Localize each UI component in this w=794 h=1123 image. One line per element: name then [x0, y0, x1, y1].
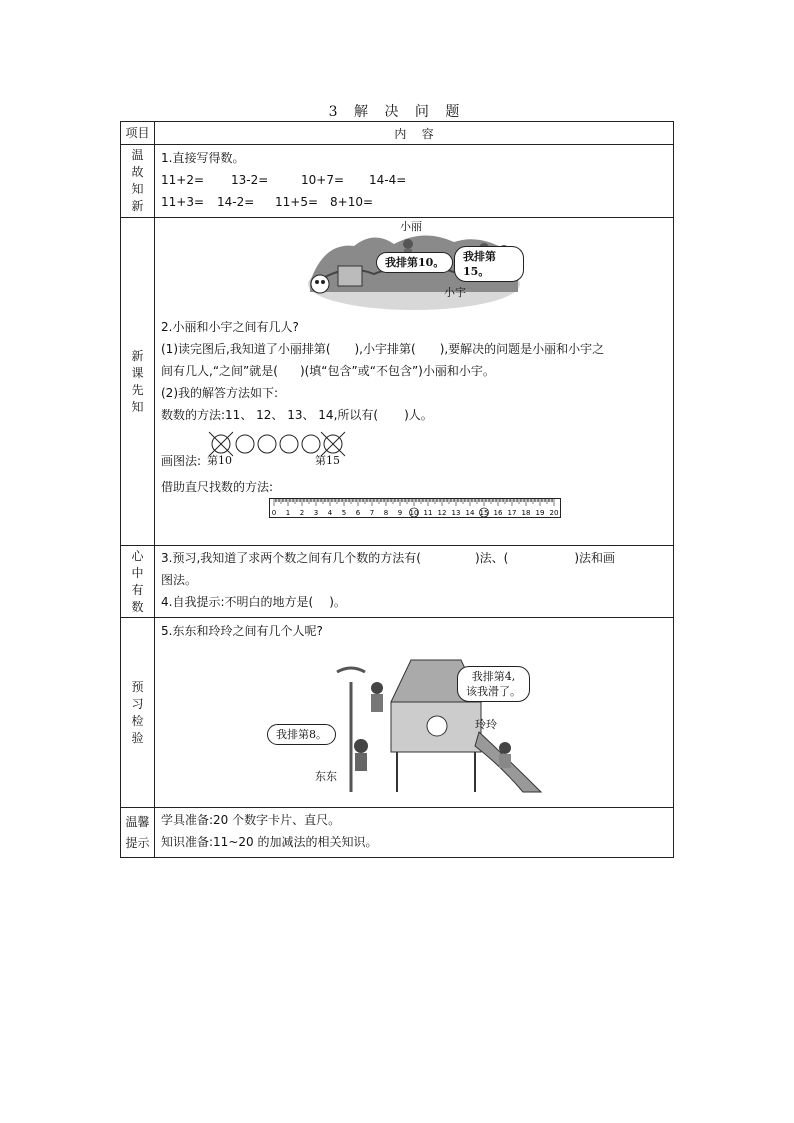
ruler-number: 10 — [409, 509, 419, 517]
section-check-content — [155, 618, 674, 808]
worksheet-table — [120, 121, 674, 858]
header-content: 内 容 — [155, 122, 674, 145]
ruler-number: 0 — [271, 509, 277, 517]
counting-method: 数数的方法:11、 12、 13、 14,所以有( )人。 — [161, 408, 433, 422]
question-5: 5.东东和玲玲之间有几个人呢? — [161, 624, 323, 638]
circles-diagram — [205, 428, 385, 464]
knowledge-prep: 知识准备:11~20 的加减法的相关知识。 — [161, 835, 378, 849]
equation-row-2: 11+3= 14-2= 11+5= 8+10= — [161, 195, 374, 209]
slide-illustration — [261, 642, 551, 800]
ruler-number: 3 — [313, 509, 319, 517]
bubble-rank-10: 我排第10。 — [376, 252, 453, 273]
label-xiaoli: 小丽 — [400, 220, 422, 233]
section-tips-label: 温馨 提示 — [121, 808, 155, 858]
label-xiaoyu: 小宇 — [444, 286, 466, 299]
question-2-part-2: (2)我的解答方法如下: — [161, 386, 279, 400]
ruler-number: 7 — [369, 509, 375, 517]
ruler-number: 17 — [507, 509, 517, 517]
question-4: 4.自我提示:不明白的地方是( )。 — [161, 595, 346, 609]
ruler-number: 4 — [327, 509, 333, 517]
section-new-content — [155, 218, 674, 546]
ruler-method-label: 借助直尺找数的方法: — [161, 480, 274, 494]
queue-illustration — [304, 222, 524, 312]
ruler-number: 1 — [285, 509, 291, 517]
ruler-number: 12 — [437, 509, 447, 517]
tools-prep: 学具准备:20 个数字卡片、直尺。 — [161, 813, 341, 827]
question-2-part-1-cont: 间有几人,“之间”就是( )(填“包含”或“不包含”)小丽和小宇。 — [161, 364, 495, 378]
ruler-number: 11 — [423, 509, 433, 517]
ruler-number: 16 — [493, 509, 503, 517]
ruler-number: 14 — [465, 509, 475, 517]
equation-row-1: 11+2= 13-2= 10+7= 14-4= — [161, 173, 407, 187]
section-mind-label: 心 中 有 数 — [121, 546, 155, 618]
label-lingling: 玲玲 — [475, 718, 497, 731]
question-3-cont: 图法。 — [161, 573, 198, 587]
ruler-ticks — [270, 499, 560, 517]
section-review-content — [155, 145, 674, 218]
section-tips-content — [155, 808, 674, 858]
ruler-number: 5 — [341, 509, 347, 517]
ruler-number: 9 — [397, 509, 403, 517]
ruler-number: 19 — [535, 509, 545, 517]
label-dongdong: 东东 — [315, 770, 337, 783]
ruler-number: 6 — [355, 509, 361, 517]
bubble-dongdong: 我排第8。 — [267, 724, 336, 745]
section-check-label: 预 习 检 验 — [121, 618, 155, 808]
ruler-number: 8 — [383, 509, 389, 517]
ruler-number: 2 — [299, 509, 305, 517]
section-mind-content — [155, 546, 674, 618]
ruler-number: 18 — [521, 509, 531, 517]
page-title: 3 解 决 问 题 — [328, 104, 466, 120]
question-2-part-1: (1)读完图后,我知道了小丽排第( ),小宇排第( ),要解决的问题是小丽和小宇之 — [161, 342, 605, 356]
header-project: 项目 — [121, 122, 155, 145]
question-3: 3.预习,我知道了求两个数之间有几个数的方法有( )法、( )法和画 — [161, 551, 616, 565]
section-new-label: 新 课 先 知 — [121, 218, 155, 546]
bubble-lingling: 我排第4, 该我滑了。 — [457, 666, 530, 702]
ruler — [269, 498, 561, 518]
ruler-number: 13 — [451, 509, 461, 517]
question-2: 2.小丽和小宇之间有几人? — [161, 320, 299, 334]
bubble-rank-15: 我排第15。 — [454, 246, 524, 282]
drawing-method: 画图法: 第10 第15 — [161, 426, 667, 476]
ruler-number: 20 — [549, 509, 559, 517]
ruler-number: 15 — [479, 509, 489, 517]
section-review-label: 温 故 知 新 — [121, 145, 155, 218]
question-1: 1.直接写得数。 — [161, 151, 245, 165]
